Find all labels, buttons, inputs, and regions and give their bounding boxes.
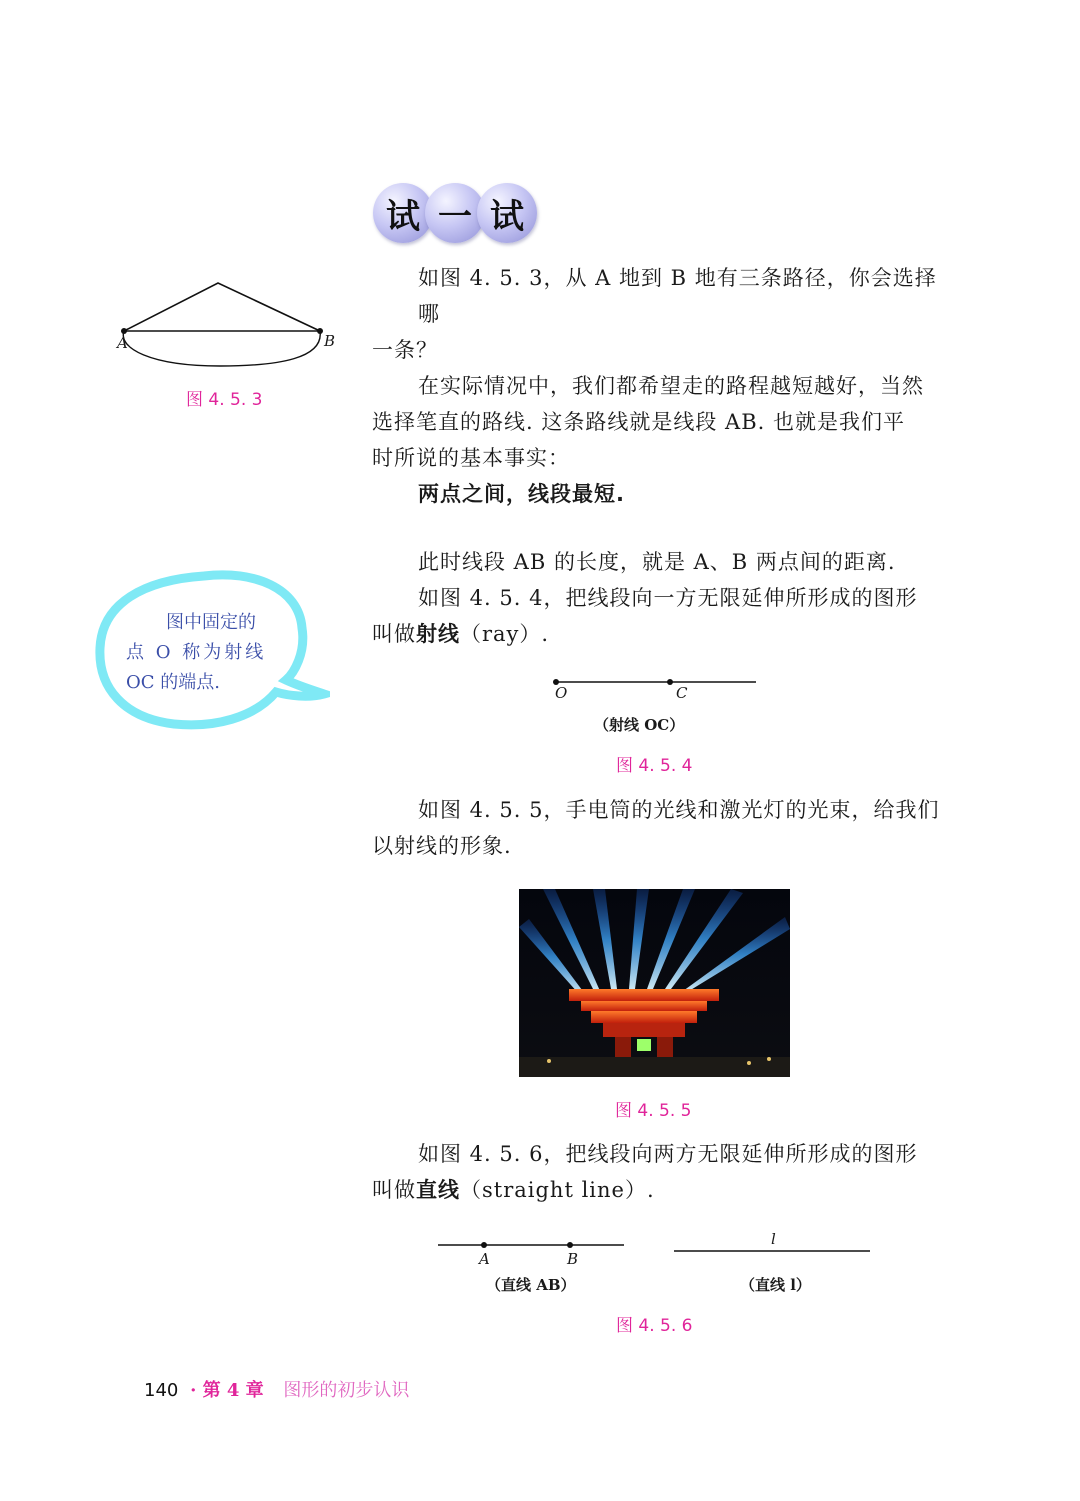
note-line-3: OC 的端点.	[126, 672, 220, 693]
fact-paragraph	[372, 368, 952, 512]
distance-line-1: 此时线段 AB 的长度，就是 A、B 两点间的距离.	[418, 550, 896, 574]
term-ray: 射线	[416, 622, 460, 646]
badge-try: 试	[373, 183, 433, 243]
note-line-2: 点 O 称为射线	[126, 642, 267, 663]
straight-line-paragraph	[372, 1136, 952, 1208]
point-c-label: C	[676, 684, 688, 702]
try-it-line-2: 一条？	[372, 338, 438, 362]
point-a-label: A	[117, 334, 128, 352]
point-o-label: O	[555, 684, 568, 702]
figure-4-5-5-photo	[519, 889, 790, 1077]
distance-line-2: 如图 4. 5. 4，把线段向一方无限延伸所形成的图形	[418, 586, 918, 610]
light-line-2: 以射线的形象.	[372, 834, 512, 858]
term-straight-line: 直线	[416, 1178, 460, 1202]
line-point-a-label: A	[479, 1250, 490, 1268]
chapter-label: · 第 4 章	[190, 1380, 264, 1401]
principle-statement: 两点之间，线段最短.	[418, 482, 625, 506]
light-line-1: 如图 4. 5. 5，手电筒的光线和激光灯的光束，给我们	[418, 798, 940, 822]
note-bubble-text	[126, 608, 276, 698]
fact-line-2: 选择笔直的路线. 这条路线就是线段 AB. 也就是我们平	[372, 410, 905, 434]
figure-4-5-3-diagram	[110, 278, 340, 378]
light-paragraph	[372, 792, 952, 864]
chapter-title: 图形的初步认识	[283, 1380, 410, 1401]
point-b-label: B	[324, 332, 336, 350]
fact-line-3: 时所说的基本事实：	[372, 446, 570, 470]
figure-4-5-6-line-ab	[436, 1236, 626, 1256]
figure-4-5-3-caption: 图 4. 5. 3	[186, 390, 263, 410]
badge-try-2: 试	[477, 183, 537, 243]
figure-4-5-4-ray	[548, 672, 762, 692]
page-number: 140	[144, 1380, 179, 1401]
straight-line-1: 如图 4. 5. 6，把线段向两方无限延伸所形成的图形	[418, 1142, 918, 1166]
fact-line-1: 在实际情况中，我们都希望走的路程越短越好，当然	[418, 374, 924, 398]
ray-definition-paragraph	[372, 544, 952, 652]
figure-4-5-4-subcaption: （射线 OC）	[594, 716, 685, 734]
try-it-line-1: 如图 4. 5. 3，从 A 地到 B 地有三条路径，你会选择哪	[418, 266, 937, 326]
line-l-subcaption: （直线 l）	[740, 1276, 811, 1294]
distance-line-3: 叫做射线（ray）.	[372, 622, 550, 646]
note-line-1: 图中固定的	[166, 612, 256, 633]
line-ab-subcaption: （直线 AB）	[486, 1276, 576, 1294]
line-l-label: l	[771, 1230, 776, 1248]
page-footer	[144, 1376, 409, 1402]
straight-line-2: 叫做直线（straight line）.	[372, 1178, 655, 1202]
badge-one: 一	[425, 183, 485, 243]
figure-4-5-5-caption: 图 4. 5. 5	[615, 1101, 692, 1121]
try-it-paragraph	[372, 260, 952, 368]
line-point-b-label: B	[567, 1250, 579, 1268]
figure-4-5-6-caption: 图 4. 5. 6	[616, 1316, 693, 1336]
figure-4-5-4-caption: 图 4. 5. 4	[616, 756, 693, 776]
